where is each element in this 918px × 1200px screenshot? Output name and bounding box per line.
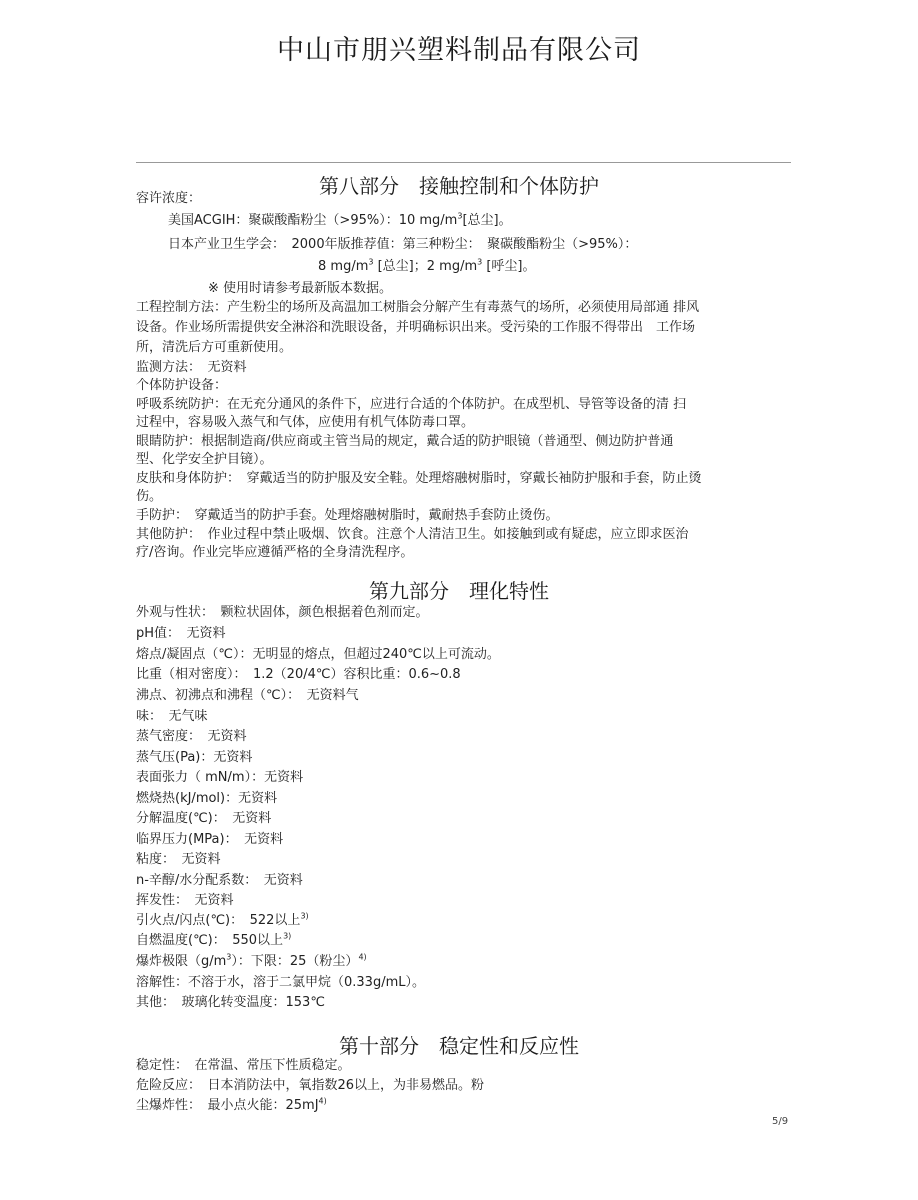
partition-coefficient: n-辛醇/水分配系数： 无资料: [136, 873, 303, 888]
volatility: 挥发性： 无资料: [136, 893, 234, 908]
stability: 稳定性： 在常温、常压下性质稳定。: [136, 1058, 351, 1073]
ph: pH值： 无资料: [136, 626, 226, 641]
other-line-1: 其他防护： 作业过程中禁止吸烟、饮食。注意个人清洁卫生。如接触到或有疑虑，应立即求医治: [136, 527, 689, 542]
melting-point: 熔点/凝固点（℃）：无明显的熔点，但超过240℃以上可流动。: [136, 647, 500, 662]
version-note: ※ 使用时请参考最新版本数据。: [208, 281, 393, 296]
respiratory-line-2: 过程中，容易吸入蒸气和气体，应使用有机气体防毒口罩。: [136, 415, 475, 430]
autoignition-temp: 自燃温度(℃)： 550以上$^{3)}$: [136, 931, 292, 948]
japan-limit: 日本产业卫生学会： 2000年版推荐值：第三种粉尘： 聚碳酸酯粉尘（>95%）：: [168, 237, 638, 252]
engineering-line-2: 设备。作业场所需提供安全淋浴和洗眼设备，并明确标识出来。受污染的工作服不得带出 工作场: [136, 320, 696, 335]
flash-point: 引火点/闪点(℃)： 522以上$^{3)}$: [136, 911, 309, 928]
odor: 味： 无气味: [136, 709, 208, 724]
surface-tension: 表面张力（ mN/m）：无资料: [136, 770, 304, 785]
section-9-title: 第九部分 理化特性: [369, 579, 549, 603]
page-number: 5/9: [772, 1116, 789, 1127]
boiling-point: 沸点、初沸点和沸程（℃）： 无资料气: [136, 688, 359, 703]
section-8-title: 第八部分 接触控制和个体防护: [319, 174, 599, 198]
section-10-title: 第十部分 稳定性和反应性: [339, 1034, 579, 1058]
dust-explosivity: 尘爆炸性： 最小点火能：$25mJ^{4)}$: [136, 1096, 327, 1113]
viscosity: 粘度： 无资料: [136, 852, 221, 867]
vapor-density: 蒸气密度： 无资料: [136, 729, 247, 744]
decomposition-temp: 分解温度(℃)： 无资料: [136, 811, 272, 826]
header-divider: [136, 162, 791, 163]
monitoring: 监测方法： 无资料: [136, 360, 247, 375]
glass-transition: 其他： 玻璃化转变温度：153℃: [136, 995, 325, 1010]
combustion-heat: 燃烧热(kJ/mol)：无资料: [136, 791, 278, 806]
hazardous-reactions: 危险反应： 日本消防法中，氧指数26以上，为非易燃品。粉: [136, 1078, 485, 1093]
solubility: 溶解性：不溶于水，溶于二氯甲烷（0.33g/mL）。: [136, 975, 425, 990]
explosion-limits: 爆炸极限$(g/m^3)$：下限：25（粉尘）$^{4)}$: [136, 952, 367, 969]
acgih-limit: 美国ACGIH：聚碳酸酯粉尘（>95%）：10 $mg/m^3$[总尘]。: [168, 211, 512, 228]
vapor-pressure: 蒸气压(Pa)：无资料: [136, 750, 253, 765]
eye-line-1: 眼睛防护：根据制造商/供应商或主管当局的规定，戴合适的防护眼镜（普通型、侧边防护普通: [136, 434, 674, 449]
respiratory-line-1: 呼吸系统防护：在无充分通风的条件下，应进行合适的个体防护。在成型机、导管等设备的清 扫: [136, 397, 687, 412]
hand-protection: 手防护： 穿戴适当的防护手套。处理熔融树脂时，戴耐热手套防止烫伤。: [136, 508, 559, 523]
japan-limit-values: 8 $mg/m^3$ [总尘]；2 $mg/m^3$ [呼尘]。: [318, 257, 536, 274]
appearance: 外观与性状： 颗粒状固体，颜色根据着色剂而定。: [136, 605, 429, 620]
critical-pressure: 临界压力(MPa)： 无资料: [136, 832, 284, 847]
company-name: 中山市朋兴塑料制品有限公司: [277, 35, 641, 66]
eye-line-2: 型、化学安全护目镜）。: [136, 452, 273, 467]
engineering-line-1: 工程控制方法：产生粉尘的场所及高温加工树脂会分解产生有毒蒸气的场所，必须使用局部通 排风: [136, 300, 700, 315]
skin-line-1: 皮肤和身体防护： 穿戴适当的防护服及安全鞋。处理熔融树脂时，穿戴长袖防护服和手套，防止烫: [136, 471, 702, 486]
ppe-label: 个体防护设备：: [136, 378, 228, 393]
density: 比重（相对密度）： 1.2（20/4℃）容积比重：0.6~0.8: [136, 667, 461, 682]
engineering-line-3: 所，清洗后方可重新使用。: [136, 340, 293, 355]
skin-line-2: 伤。: [136, 489, 163, 504]
limits-label: 容许浓度：: [136, 191, 202, 206]
other-line-2: 疗/咨询。作业完毕应遵循严格的全身清洗程序。: [136, 545, 414, 560]
